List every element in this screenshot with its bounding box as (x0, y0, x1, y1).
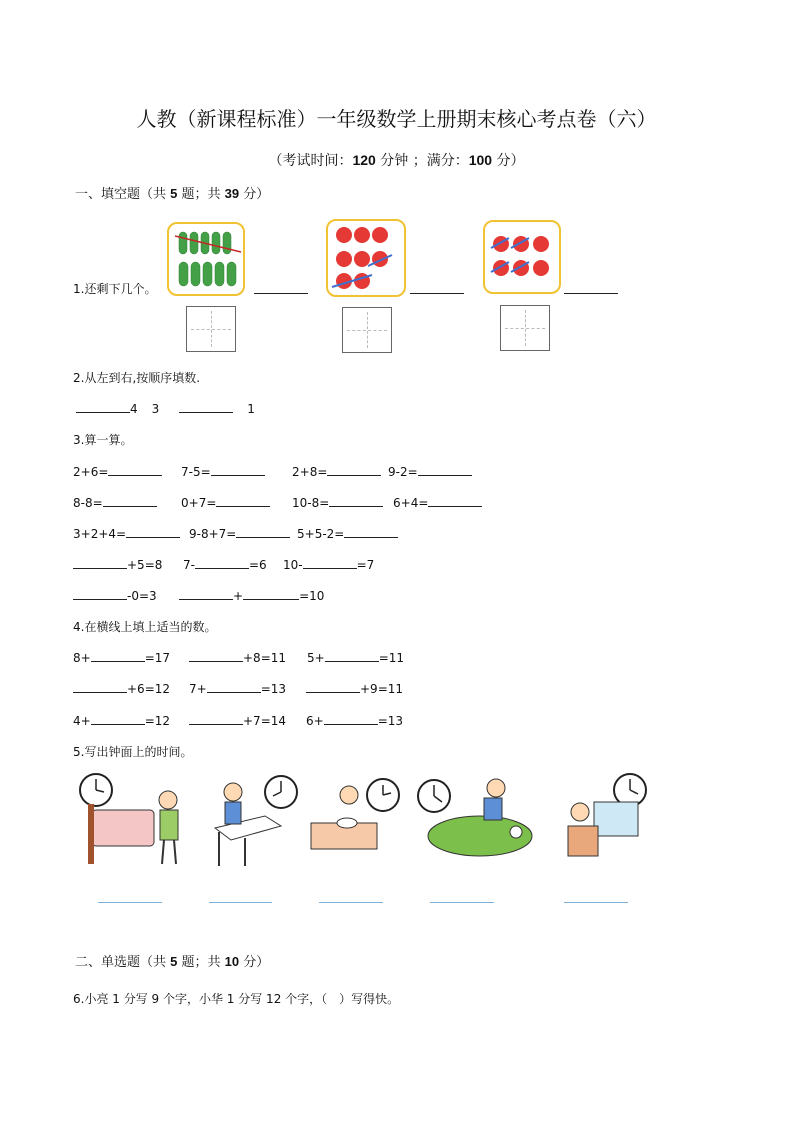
calc-blank[interactable] (216, 494, 270, 507)
calc-item: 10-8= (292, 494, 383, 510)
calc-item: 0+7= (181, 494, 270, 510)
fill-blank[interactable] (207, 680, 261, 693)
fill-item: 8+ =17 (73, 651, 171, 665)
calc-blank[interactable] (108, 463, 162, 476)
calc-item: 9-8+7= (189, 525, 290, 541)
fill-item: 4+ =12 (73, 714, 171, 728)
time-answer-line-4[interactable] (430, 902, 494, 903)
calc-item: 8-8= (73, 494, 157, 510)
answer-blank-1[interactable] (254, 293, 308, 294)
question-6: 6.小亮 1 分写 9 个字，小华 1 分写 12 个字，（ ）写得快。 (73, 992, 400, 1006)
time-answer-line-1[interactable] (98, 902, 162, 903)
calc-blank[interactable] (126, 525, 180, 538)
time-answer-line-5[interactable] (564, 902, 628, 903)
fill-item: 7+ =13 (189, 682, 287, 696)
calc-item: 6+4= (393, 494, 482, 510)
fill-item: +7=14 (189, 712, 286, 728)
calc-blank[interactable] (303, 556, 357, 569)
fill-blank[interactable] (189, 649, 243, 662)
calc-blank[interactable] (103, 494, 157, 507)
fill-blank[interactable] (91, 649, 145, 662)
fill-blank[interactable] (91, 712, 145, 725)
fill-item: +8=11 (189, 649, 286, 665)
time-answer-line-2[interactable] (209, 902, 272, 903)
clock-scene-meal (305, 775, 400, 855)
calc-item: -0=3 (73, 587, 157, 603)
fill-item: 5+ =11 (307, 651, 405, 665)
calc-blank[interactable] (195, 556, 249, 569)
clock-scene-desk (205, 772, 299, 868)
calc-item: 9-2= (388, 463, 472, 479)
exam-info: （考试时间：120 分钟 ；满分：100 分） (268, 152, 525, 169)
clock-scene-play (416, 776, 536, 862)
clock-scene-window (566, 772, 648, 858)
cucumber-picture (167, 222, 245, 296)
calc-blank[interactable] (211, 463, 265, 476)
calc-item: +5=8 (73, 556, 162, 572)
fill-item: +6=12 (73, 680, 170, 696)
calc-item: 7-5= (181, 463, 265, 479)
calc-item: 5+5-2= (297, 525, 398, 541)
calc-item: + =10 (179, 587, 324, 603)
question-1: 1.还剩下几个。 (73, 282, 157, 296)
answer-blank-2[interactable] (410, 293, 464, 294)
section-heading-choice: 二、单选题（共 5 题；共 10 分） (75, 954, 270, 970)
question-4: 4.在横线上填上适当的数。 (73, 620, 217, 634)
calc-item: 10- =7 (283, 558, 375, 572)
fill-blank[interactable] (324, 712, 378, 725)
apple-picture-crossed (483, 220, 561, 294)
apple-picture (326, 219, 406, 297)
calc-item: 3+2+4= (73, 525, 180, 541)
answer-box-3[interactable] (500, 305, 550, 351)
sequence-row: 4 3 1 (76, 400, 255, 416)
answer-box-1[interactable] (186, 306, 236, 352)
calc-blank[interactable] (327, 463, 381, 476)
time-answer-line-3[interactable] (319, 902, 383, 903)
sequence-blank[interactable] (179, 400, 233, 413)
fill-blank[interactable] (325, 649, 379, 662)
page-title: 人教（新课程标准）一年级数学上册期末核心考点卷（六） (136, 107, 657, 131)
calc-blank[interactable] (344, 525, 398, 538)
calc-row-1: 2+6= (73, 463, 162, 479)
calc-blank[interactable] (73, 587, 127, 600)
calc-blank[interactable] (243, 587, 299, 600)
calc-item: 2+8= (292, 463, 381, 479)
answer-box-2[interactable] (342, 307, 392, 353)
question-3: 3.算一算。 (73, 433, 133, 447)
calc-item: 7- =6 (183, 558, 267, 572)
calc-blank[interactable] (236, 525, 290, 538)
fill-blank[interactable] (189, 712, 243, 725)
calc-blank[interactable] (179, 587, 233, 600)
calc-blank[interactable] (73, 556, 127, 569)
fill-item: +9=11 (306, 680, 403, 696)
calc-blank[interactable] (329, 494, 383, 507)
question-2: 2.从左到右,按顺序填数. (73, 371, 201, 385)
fill-blank[interactable] (306, 680, 360, 693)
section-heading-fill: 一、填空题（共 5 题；共 39 分） (75, 186, 270, 202)
question-5: 5.写出钟面上的时间。 (73, 745, 193, 759)
fill-item: 6+ =13 (306, 714, 404, 728)
calc-blank[interactable] (418, 463, 472, 476)
answer-blank-3[interactable] (564, 293, 618, 294)
clock-scene-bed (76, 770, 192, 868)
fill-blank[interactable] (73, 680, 127, 693)
sequence-blank[interactable] (76, 400, 130, 413)
calc-blank[interactable] (428, 494, 482, 507)
